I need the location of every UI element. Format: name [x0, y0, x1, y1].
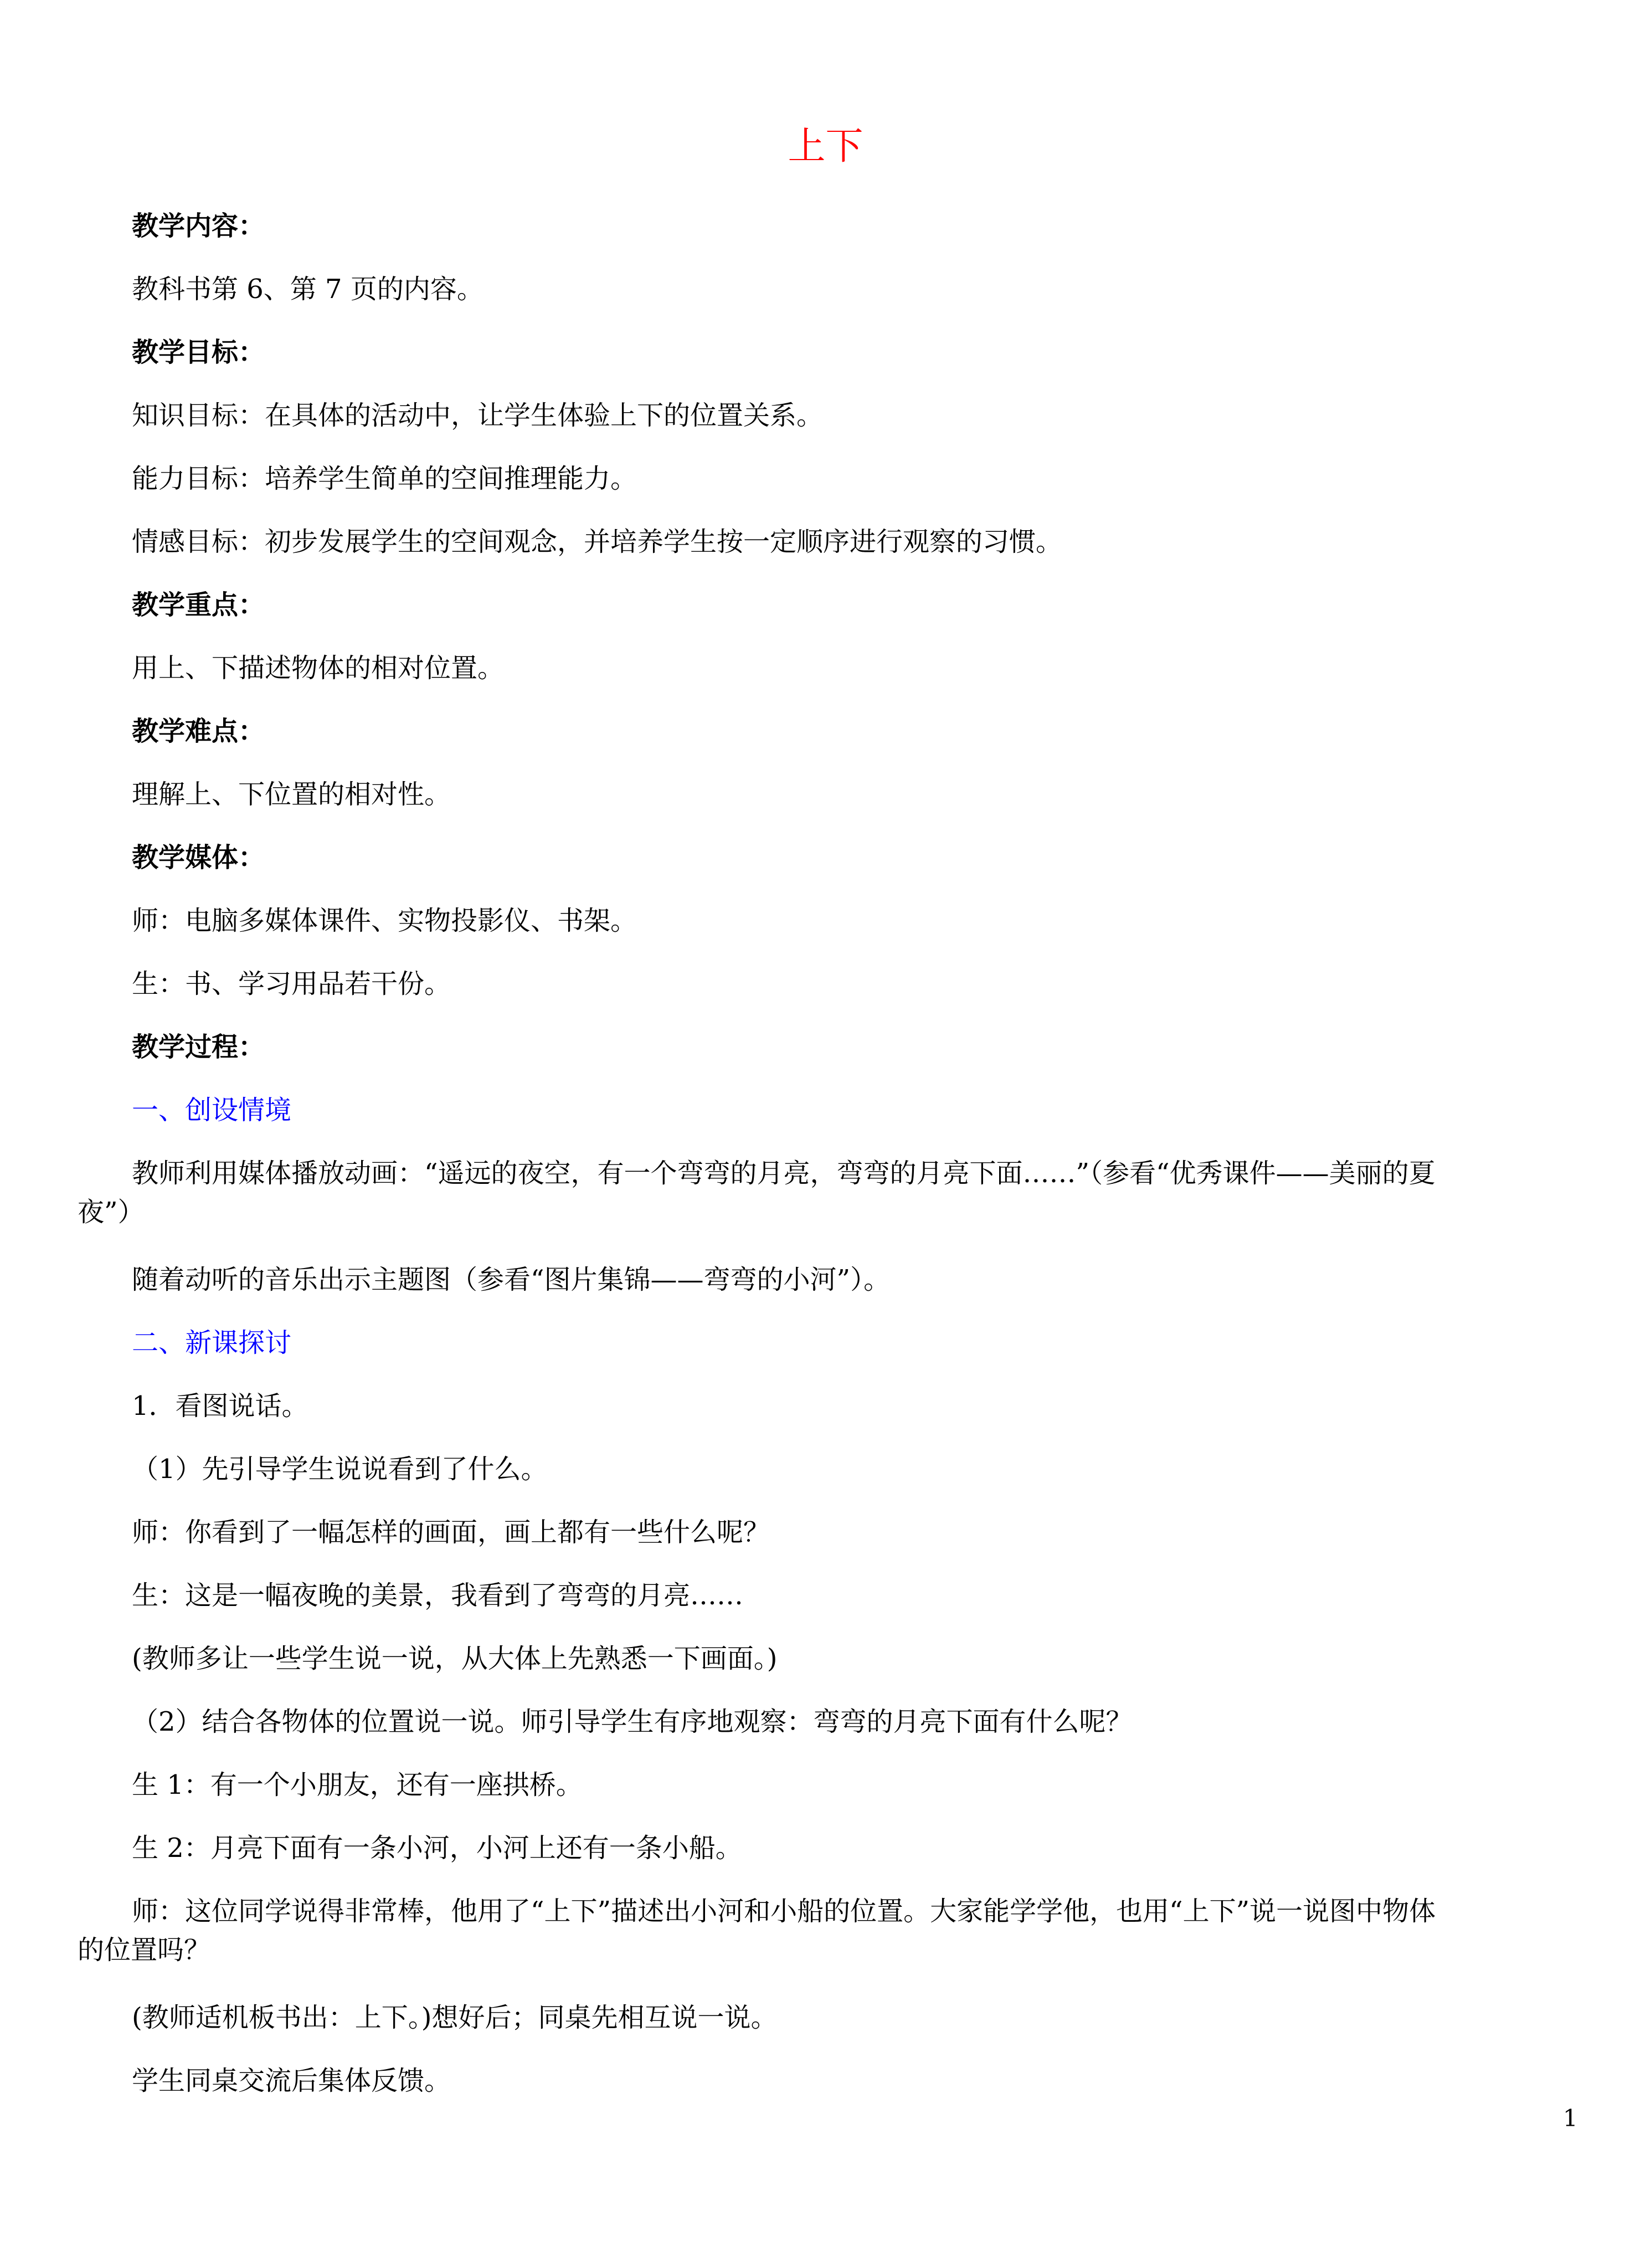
heading-process: 教学过程：: [132, 1032, 265, 1063]
paragraph: (教师多让一些学生说一说，从大体上先熟悉一下画面。): [132, 1643, 778, 1674]
paragraph: 理解上、下位置的相对性。: [132, 779, 451, 810]
paragraph-continuation: 的位置吗？: [78, 1935, 211, 1966]
paragraph: 师：电脑多媒体课件、实物投影仪、书架。: [132, 905, 637, 936]
paragraph: (教师适机板书出：上下。)想好后；同桌先相互说一说。: [132, 2002, 778, 2033]
paragraph: 教科书第 6、第 7 页的内容。: [132, 274, 484, 305]
paragraph: 师：这位同学说得非常棒，他用了“上下”描述出小河和小船的位置。大家能学学他，也用“上下”说一说图中物体: [132, 1896, 1436, 1927]
paragraph: 随着动听的音乐出示主题图（参看“图片集锦——弯弯的小河”）。: [132, 1264, 891, 1295]
page-title: 上下: [788, 125, 863, 168]
paragraph: 情感目标：初步发展学生的空间观念，并培养学生按一定顺序进行观察的习惯。: [132, 526, 1063, 557]
section-heading-new-lesson: 二、新课探讨: [132, 1327, 292, 1358]
paragraph: 生 2：月亮下面有一条小河，小河上还有一条小船。: [132, 1833, 742, 1864]
section-heading-scenario: 一、创设情境: [132, 1095, 292, 1126]
paragraph: 1．看图说话。: [132, 1390, 308, 1422]
paragraph: 学生同桌交流后集体反馈。: [132, 2065, 451, 2096]
paragraph: 生：这是一幅夜晚的美景，我看到了弯弯的月亮……: [132, 1580, 744, 1611]
paragraph: 教师利用媒体播放动画：“遥远的夜空，有一个弯弯的月亮，弯弯的月亮下面……”（参看“优秀课件——美丽的夏: [132, 1158, 1436, 1189]
paragraph: （1）先引导学生说说看到了什么。: [132, 1454, 548, 1485]
heading-key-points: 教学重点：: [132, 589, 265, 620]
paragraph: 能力目标：培养学生简单的空间推理能力。: [132, 463, 637, 494]
heading-media: 教学媒体：: [132, 842, 265, 873]
heading-difficulties: 教学难点：: [132, 716, 265, 747]
paragraph: （2）结合各物体的位置说一说。师引导学生有序地观察：弯弯的月亮下面有什么呢？: [132, 1706, 1133, 1737]
paragraph: 生 1：有一个小朋友，还有一座拱桥。: [132, 1769, 583, 1800]
heading-teaching-content: 教学内容：: [132, 211, 265, 242]
page-number: 1: [1563, 2105, 1578, 2132]
paragraph: 师：你看到了一幅怎样的画面，画上都有一些什么呢？: [132, 1517, 770, 1548]
paragraph: 知识目标：在具体的活动中，让学生体验上下的位置关系。: [132, 400, 824, 431]
heading-teaching-goals: 教学目标：: [132, 337, 265, 368]
paragraph: 生：书、学习用品若干份。: [132, 968, 451, 999]
paragraph: 用上、下描述物体的相对位置。: [132, 653, 505, 684]
paragraph-continuation: 夜”）: [78, 1197, 145, 1228]
